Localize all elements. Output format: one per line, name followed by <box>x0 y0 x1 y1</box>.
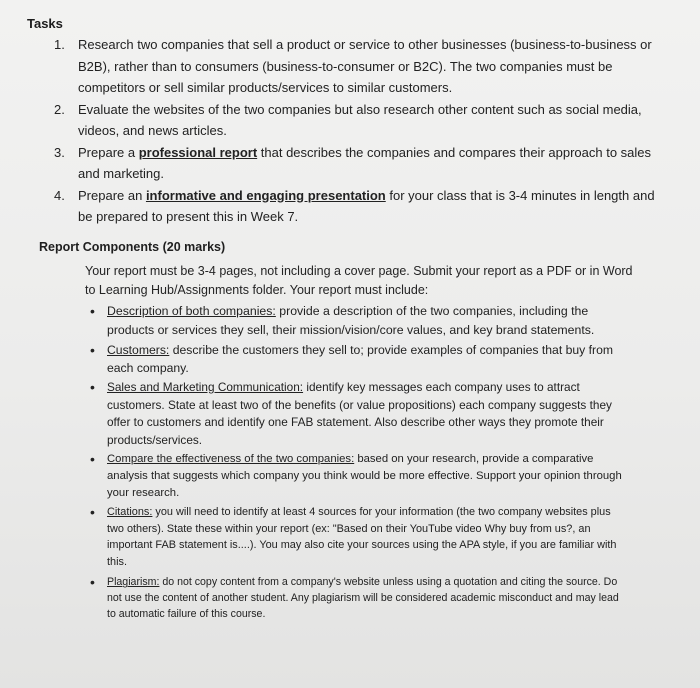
report-requirements-list <box>90 302 630 622</box>
requirement-label: Compare the effectiveness of the two companies: <box>107 453 355 465</box>
task-number: 1. <box>54 37 65 52</box>
requirement-item <box>90 574 630 622</box>
requirement-label: Description of both companies: <box>107 304 276 318</box>
requirement-label: Sales and Marketing Communication: <box>107 380 304 394</box>
requirement-item <box>90 504 630 570</box>
professional-report-link: professional report <box>138 144 258 160</box>
requirement-text: do not copy content from a company's website unless using a quotation and citing the source. Do not use the content of another student. Any plagiarism will be considered academic misconduct and may lead to automatic failure of this course. <box>107 576 619 621</box>
task-text-after: for your class that is 3-4 minutes in length and be prepared to present this in Week 7. <box>78 187 655 224</box>
bullet-icon: • <box>90 303 95 319</box>
requirement-text: identify key messages each company uses to attract customers. State at least two of the benefits (or value propositions) each company suggests they offer to customers and identify one FAB statement. Also describe other ways they promote their products/services. <box>107 380 612 447</box>
bullet-icon: • <box>90 379 95 395</box>
requirement-item <box>90 341 630 377</box>
requirement-text: based on your research, provide a comparative analysis that suggests which company you think would be more effective. Support your opinion through your research. <box>107 453 622 499</box>
requirement-text: describe the customers they sell to; provide examples of companies that buy from each company. <box>107 343 614 375</box>
report-intro: Your report must be 3-4 pages, not including a cover page. Submit your report as a PDF or in Word to Learning Hub/Assignments folder. Your report must include: <box>85 264 633 297</box>
bullet-icon: • <box>90 504 95 521</box>
requirement-item <box>90 451 630 501</box>
bullet-icon: • <box>90 451 95 467</box>
presentation-link: informative and engaging presentation <box>145 187 386 203</box>
tasks-heading: Tasks <box>27 16 63 31</box>
bullet-icon: • <box>90 574 95 591</box>
requirement-item <box>90 302 630 339</box>
requirement-text: provide a description of the two companies, including the products or services they sell, their mission/vision/core values, and key brand statements. <box>107 304 595 337</box>
task-text-before: Prepare a <box>78 144 139 160</box>
task-number: 3. <box>54 144 65 160</box>
requirement-text: you will need to identify at least 4 sources for your information (the two company websites plus two others). State these within your report (ex: "Based on their YouTube video Why buy from us?, an important FAB statement is....). You may also cite your sources using the APA style, if you are familiar with this. <box>107 506 617 568</box>
requirement-label: Customers: <box>107 343 170 357</box>
requirement-label: Plagiarism: <box>107 576 160 589</box>
report-components-heading: Report Components (20 marks) <box>39 240 226 254</box>
task-item-4 <box>47 185 667 228</box>
task-number: 4. <box>54 187 65 203</box>
requirement-label: Citations: <box>107 506 153 519</box>
task-item-2 <box>47 99 667 142</box>
tasks-list <box>47 34 667 228</box>
task-item-1 <box>47 34 667 99</box>
task-number: 2. <box>54 101 65 117</box>
task-text-before: Prepare an <box>78 187 146 203</box>
task-item-3 <box>47 142 667 185</box>
task-text-after: that describes the companies and compares their approach to sales and marketing. <box>78 144 652 181</box>
task-text: Evaluate the websites of the two companies but also research other content such as social media, videos, and news articles. <box>78 101 642 138</box>
bullet-icon: • <box>90 342 95 358</box>
task-text: Research two companies that sell a product or service to other businesses (business-to-business or B2B), rather than to consumers (business-to-consumer or B2C). The two companies must be competitors or sell similar products/services to similar customers. <box>78 37 652 95</box>
requirement-item <box>90 379 630 449</box>
